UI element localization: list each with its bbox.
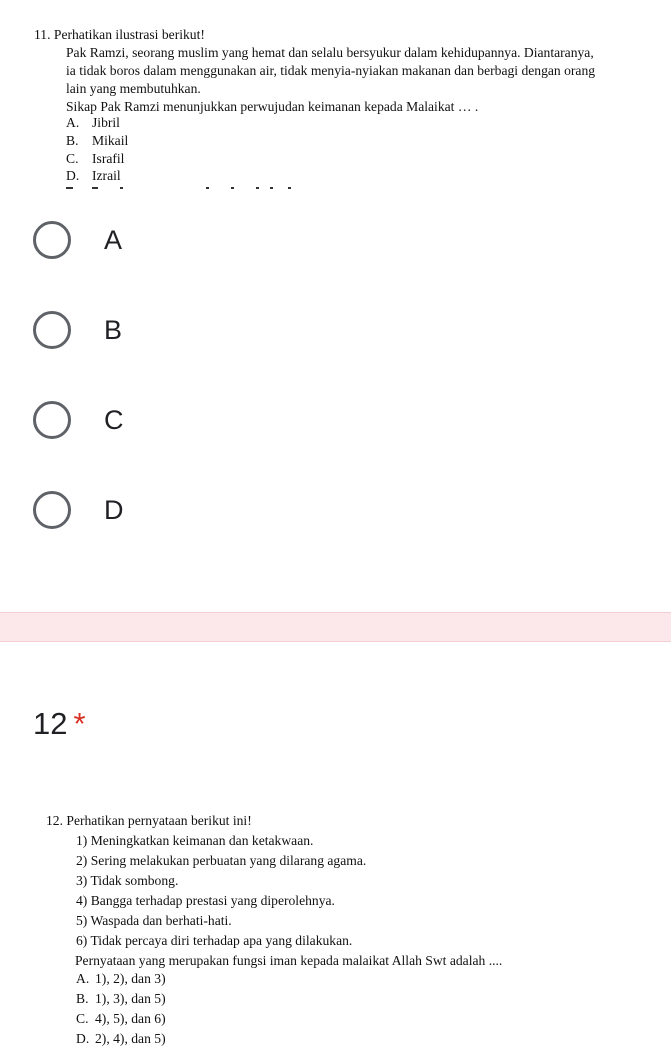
question-11-text-line: Sikap Pak Ramzi menunjukkan perwujudan keimanan kepada Malaikat … . — [66, 99, 479, 114]
question-11-option-a — [66, 114, 120, 132]
question-12-option-a — [76, 970, 166, 988]
statement-item: 4) Bangga terhadap prestasi yang diperolehnya. — [76, 893, 335, 908]
question-11-text-line: ia tidak boros dalam menggunakan air, tidak menyia-nyiakan makanan dan berbagi dengan orang — [66, 63, 596, 78]
choice-label-c: C — [104, 405, 124, 435]
radio-button-c[interactable] — [33, 401, 71, 439]
question-separator — [0, 612, 671, 642]
option-text: 4), 5), dan 6) — [95, 1011, 166, 1026]
choice-d[interactable] — [0, 482, 671, 542]
choice-c[interactable] — [0, 392, 671, 452]
radio-button-b[interactable] — [33, 311, 71, 349]
question-12-title — [33, 704, 86, 744]
option-letter: B. — [76, 991, 89, 1006]
option-letter: B. — [66, 133, 79, 148]
statement-item: 3) Tidak sombong. — [76, 873, 179, 888]
question-12-header: 12. Perhatikan pernyataan berikut ini! — [46, 813, 252, 828]
question-12-prompt: Pernyataan yang merupakan fungsi iman kepada malaikat Allah Swt adalah .... — [75, 953, 503, 968]
option-letter: C. — [76, 1011, 89, 1026]
option-letter: D. — [66, 168, 80, 183]
option-text: Mikail — [92, 133, 129, 148]
option-text: 2), 4), dan 5) — [95, 1031, 166, 1046]
option-letter: A. — [66, 115, 80, 130]
radio-button-a[interactable] — [33, 221, 71, 259]
required-asterisk: * — [73, 706, 86, 741]
statement-item: 5) Waspada dan berhati-hati. — [76, 913, 232, 928]
option-text: 1), 3), dan 5) — [95, 991, 166, 1006]
choice-label-a: A — [104, 225, 123, 255]
question-12-option-b — [76, 990, 166, 1008]
statement-item: 2) Sering melakukan perbuatan yang dilarang agama. — [76, 853, 367, 868]
cropped-text-remnant — [66, 186, 296, 190]
question-12-option-d — [76, 1030, 166, 1048]
option-text: Izrail — [92, 168, 121, 183]
option-text: Jibril — [92, 115, 120, 130]
statement-item: 1) Meningkatkan keimanan dan ketakwaan. — [76, 833, 314, 848]
option-letter: D. — [76, 1031, 90, 1046]
choice-a[interactable] — [0, 212, 671, 272]
radio-button-d[interactable] — [33, 491, 71, 529]
question-number: 12 — [33, 706, 68, 741]
question-11-option-c — [66, 150, 124, 168]
question-11-option-b — [66, 132, 128, 150]
question-11-text-line: Pak Ramzi, seorang muslim yang hemat dan selalu bersyukur dalam kehidupannya. Diantaranya, — [66, 45, 594, 60]
option-text: 1), 2), dan 3) — [95, 971, 166, 986]
question-11-header: 11. Perhatikan ilustrasi berikut! — [34, 27, 205, 42]
choice-b[interactable] — [0, 302, 671, 362]
option-letter: A. — [76, 971, 90, 986]
option-letter: C. — [66, 151, 79, 166]
option-text: Israfil — [92, 151, 125, 166]
choice-label-d: D — [104, 495, 124, 525]
question-11-option-d — [66, 167, 121, 185]
statement-item: 6) Tidak percaya diri terhadap apa yang dilakukan. — [76, 933, 353, 948]
choice-label-b: B — [104, 315, 123, 345]
question-11-text-line: lain yang membutuhkan. — [66, 81, 201, 96]
question-12-option-c — [76, 1010, 166, 1028]
